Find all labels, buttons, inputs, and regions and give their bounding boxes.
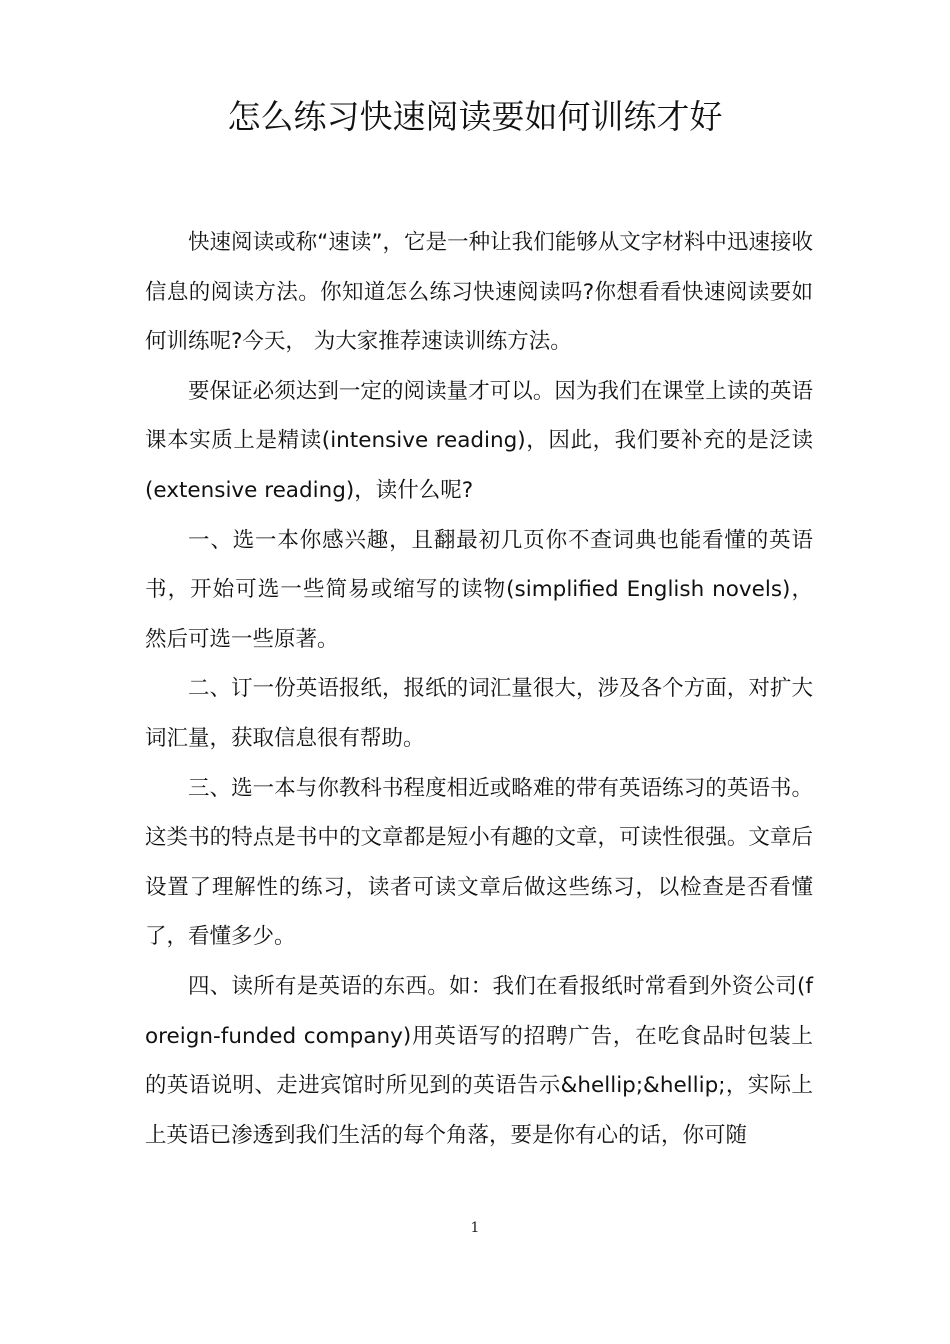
paragraph-point-one: 一、选一本你感兴趣，且翻最初几页你不查词典也能看懂的英语书，开始可选一些简易或缩写的读物(simplified English novels)，然后可选一些原著。 <box>145 527 813 652</box>
page-number: 1 <box>470 1220 480 1236</box>
paragraph-point-two: 二、订一份英语报纸，报纸的词汇量很大，涉及各个方面，对扩大词汇量，获取信息很有帮助。 <box>145 676 813 751</box>
paragraph-reading-volume: 要保证必须达到一定的阅读量才可以。因为我们在课堂上读的英语课本实质上是精读(intensive reading)，因此，我们要补充的是泛读(extensive reading)，读什么呢? <box>145 378 813 503</box>
document-body <box>145 218 813 1160</box>
paragraph-point-three: 三、选一本与你教科书程度相近或略难的带有英语练习的英语书。这类书的特点是书中的文章都是短小有趣的文章，可读性很强。文章后设置了理解性的练习，读者可读文章后做这些练习，以检查是否看懂了，看懂多少。 <box>145 775 813 950</box>
paragraph-intro: 快速阅读或称“速读”，它是一种让我们能够从文字材料中迅速接收信息的阅读方法。你知道怎么练习快速阅读吗?你想看看快速阅读要如何训练呢?今天， 为大家推荐速读训练方法。 <box>145 230 813 355</box>
paragraph-point-four: 四、读所有是英语的东西。如：我们在看报纸时常看到外资公司(foreign-funded company)用英语写的招聘广告，在吃食品时包装上的英语说明、走进宾馆时所见到的英语告示&hellip;&hellip;，实际上上英语已渗透到我们生活的每个角落，要是你有心的话，你可随 <box>145 973 813 1148</box>
document-title: 怎么练习快速阅读要如何训练才好 <box>227 97 723 136</box>
